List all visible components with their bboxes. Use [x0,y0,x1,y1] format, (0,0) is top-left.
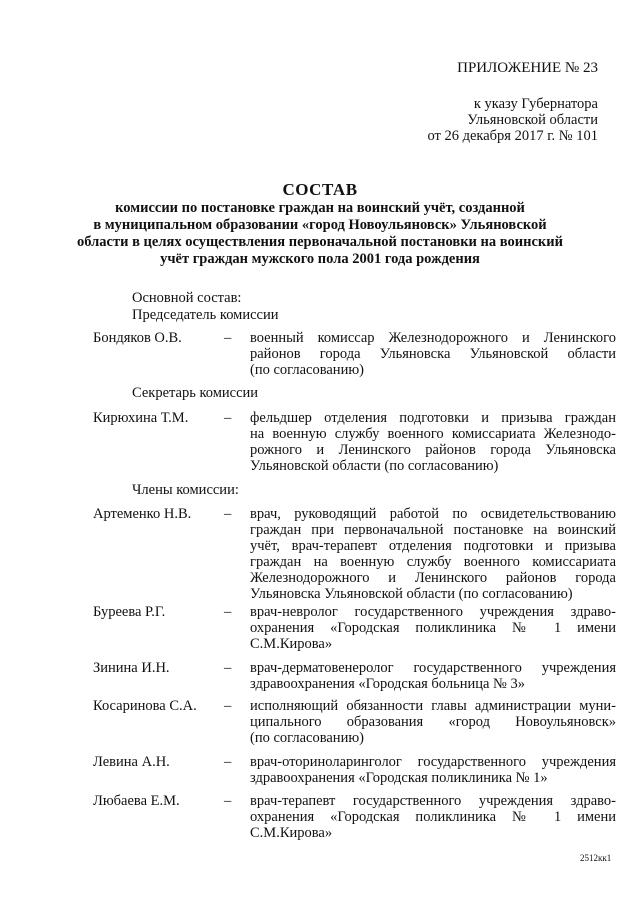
description-line: на военную службу военного комиссариата Железнодо- [250,426,616,442]
document-subtitle [40,200,600,268]
description-line: (по согласованию) [250,362,364,378]
description-line: Ульяновской области (по согласованию) [250,458,499,474]
description-line: (по согласованию) [250,730,364,746]
member-description [250,330,616,378]
decree-line: Ульяновской области [467,112,598,128]
subtitle-line: в муниципальном образовании «город Новоульяновск» Ульяновской [93,217,547,233]
subtitle-line: области в целях осуществления первоначальной постановки на воинский [77,234,563,250]
description-line: учёт, врач-терапевт отделения подготовки и призыва [250,538,616,554]
description-line: районов города Ульяновска Ульяновской области [250,346,616,362]
member-description [250,754,616,786]
member-description [250,604,616,652]
description-line: С.М.Кирова» [250,825,333,841]
description-line: врач-невролог государственного учреждения здраво- [250,604,616,620]
subtitle-line: учёт граждан мужского пола 2001 года рождения [160,251,480,267]
description-line: военный комиссар Железнодорожного и Ленинского [250,330,616,346]
member-name: Косаринова С.А. [93,698,197,714]
member-description [250,506,616,602]
decree-line: к указу Губернатора [473,96,598,112]
member-name: Кирюхина Т.М. [93,410,189,426]
description-line: Ульяновска Ульяновской области (по согласованию) [250,586,573,602]
dash-separator: – [224,660,232,676]
appendix-number: ПРИЛОЖЕНИЕ № 23 [457,60,598,76]
description-line: врач-оториноларинголог государственного учреждения [250,754,616,770]
member-description [250,410,616,474]
dash-separator: – [224,793,232,809]
dash-separator: – [224,410,232,426]
description-line: охранения «Городская поликлиника № 1 имени [250,809,616,825]
member-name: Буреева Р.Г. [93,604,166,620]
decree-reference [360,96,598,144]
description-line: граждан на военную службу военного комиссариата [250,554,616,570]
member-name: Бондяков О.В. [93,330,182,346]
subtitle-line: комиссии по постановке граждан на воинский учёт, созданной [115,200,525,216]
member-name: Артеменко Н.В. [93,506,192,522]
member-name: Левина А.Н. [93,754,170,770]
description-line: фельдшер отделения подготовки и призыва граждан [250,410,616,426]
description-line: врач-дерматовенеролог государственного учреждения [250,660,616,676]
description-line: врач-терапевт государственного учреждения здраво- [250,793,616,809]
dash-separator: – [224,754,232,770]
member-description [250,793,616,841]
member-description [250,698,616,746]
section-members: Члены комиссии: [132,482,239,498]
description-line: ципального образования «город Новоульяновск» [250,714,616,730]
description-line: Железнодорожного и Ленинского районов города [250,570,616,586]
section-chair: Председатель комиссии [132,307,279,323]
description-line: врач, руководящий работой по освидетельствованию [250,506,616,522]
description-line: здравоохранения «Городская больница № 3» [250,676,526,692]
decree-line: от 26 декабря 2017 г. № 101 [427,128,598,144]
description-line: здравоохранения «Городская поликлиника № 1» [250,770,548,786]
dash-separator: – [224,604,232,620]
description-line: охранения «Городская поликлиника № 1 имени [250,620,616,636]
section-main-composition: Основной состав: [132,290,242,306]
dash-separator: – [224,506,232,522]
description-line: рожного и Ленинского районов города Ульяновска [250,442,616,458]
dash-separator: – [224,330,232,346]
description-line: исполняющий обязанности главы администрации муни- [250,698,616,714]
description-line: граждан при первоначальной постановке на воинский [250,522,616,538]
document-code: 2512кк1 [580,853,612,863]
member-name: Зинина И.Н. [93,660,170,676]
description-line: С.М.Кирова» [250,636,333,652]
section-secretary: Секретарь комиссии [132,385,259,401]
member-description [250,660,616,692]
dash-separator: – [224,698,232,714]
member-name: Любаева Е.М. [93,793,180,809]
document-title: СОСТАВ [282,180,358,199]
